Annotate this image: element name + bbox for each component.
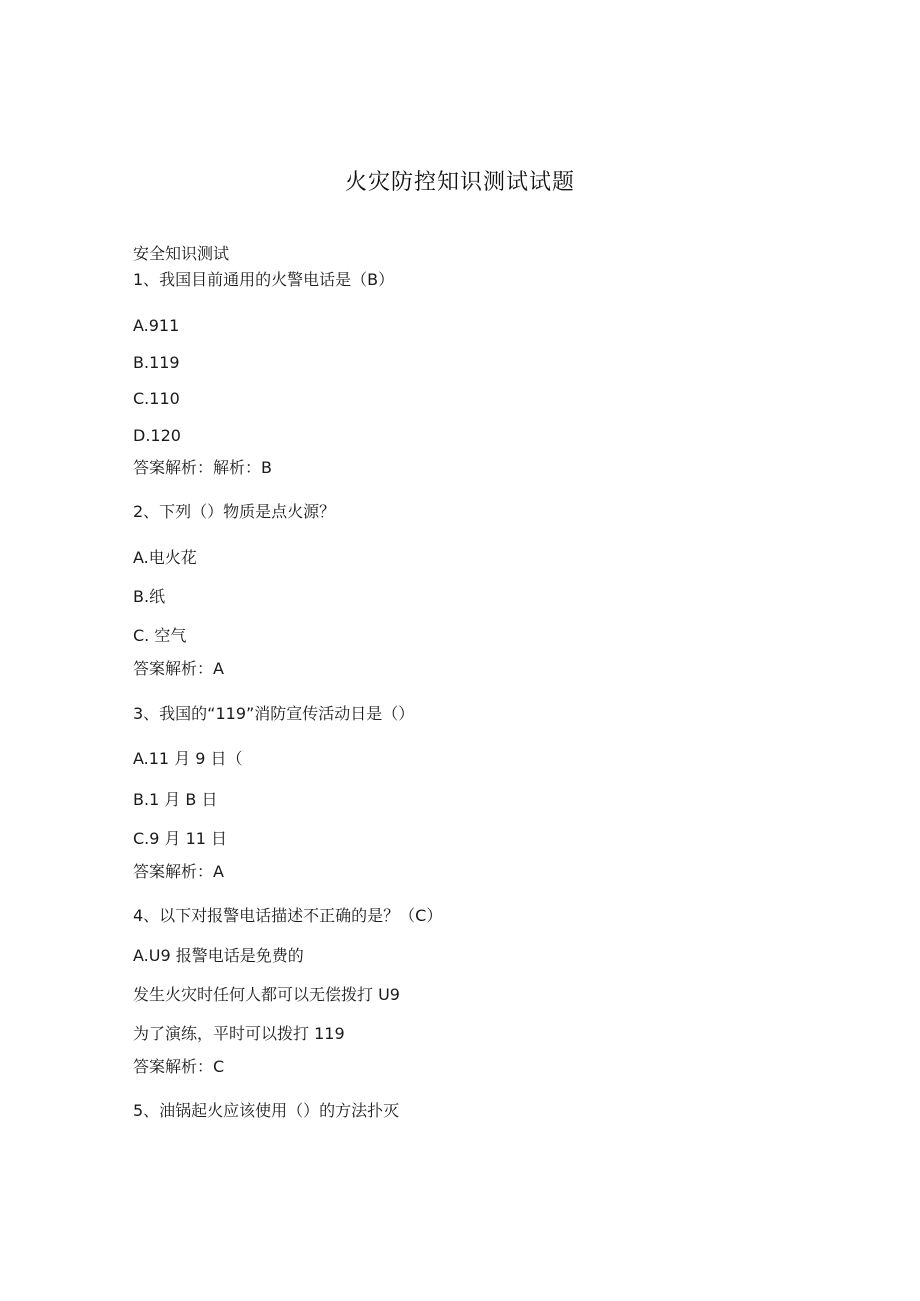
page-title: 火灾防控知识测试试题 [344,170,575,195]
question-text: 4、以下对报警电话描述不正确的是？（C） [133,906,443,925]
answer-explanation: 答案解析：A [133,862,224,881]
answer-option: D.120 [133,426,181,445]
answer-option: 发生火灾时任何人都可以无偿拨打 U9 [133,985,400,1004]
answer-option: C.9 月 11 日 [133,829,228,848]
question-text: 2、下列（）物质是点火源？ [133,502,336,521]
answer-explanation: 答案解析：解析：B [133,458,272,477]
answer-option: B.1 月 B 日 [133,790,218,809]
answer-option: A.U9 报警电话是免费的 [133,946,304,965]
answer-option: 为了演练，平时可以拨打 119 [133,1024,345,1043]
question-text: 5、油锅起火应该使用（）的方法扑灭 [133,1101,400,1120]
question-text: 3、我国的“119”消防宣传活动日是（） [133,704,415,723]
answer-explanation: 答案解析：C [133,1057,225,1076]
answer-option: A.电火花 [133,548,197,567]
answer-option: A.911 [133,316,180,335]
answer-explanation: 答案解析：A [133,659,224,678]
answer-option: B.纸 [133,587,166,606]
answer-option: A.11 月 9 日（ [133,749,243,768]
answer-option: B.119 [133,353,180,372]
answer-option: C. 空气 [133,626,187,645]
section-heading: 安全知识测试 [133,244,230,263]
answer-option: C.110 [133,389,180,408]
question-text: 1、我国目前通用的火警电话是（B） [133,270,395,289]
